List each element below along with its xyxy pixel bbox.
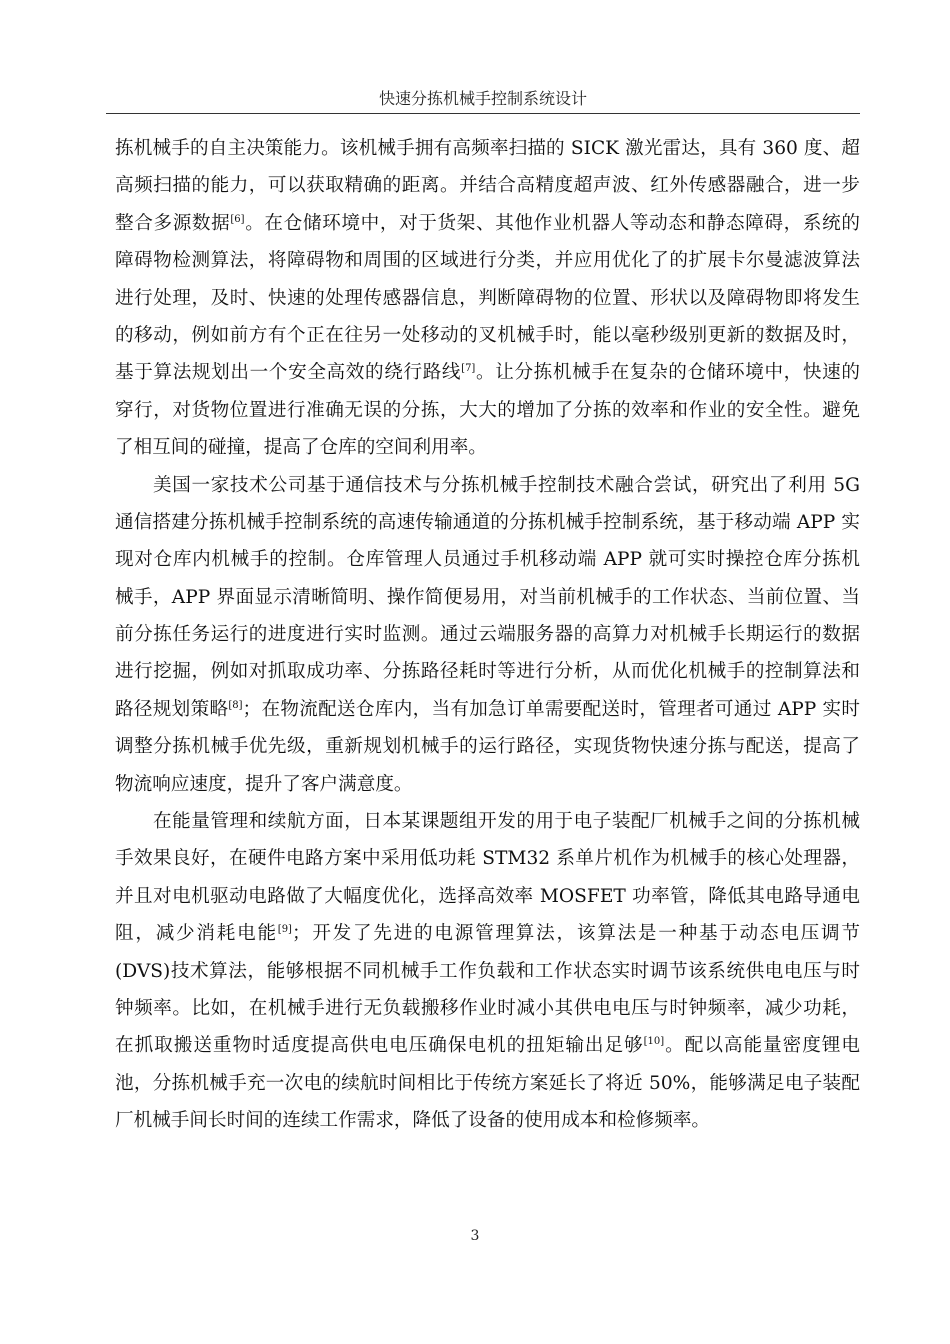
line-text: 池，分拣机械手充一次电的续航时间相比于传统方案延长了将近 50%，能够满足电子装配 [115,1072,860,1094]
line-text: 厂机械手间长时间的连续工作需求，降低了设备的使用成本和检修频率。 [115,1110,711,1132]
line-text: 通信搭建分拣机械手控制系统的高速传输通道的分拣机械手控制系统，基于移动端 APP 实 [115,511,860,533]
text-line [115,504,860,541]
text-line [115,392,860,429]
text-line [115,1102,860,1139]
line-text: 进行挖掘，例如对抓取成功率、分拣路径耗时等进行分析，从而优化机械手的控制算法和 [115,661,860,683]
line-text: 的移动，例如前方有个正在往另一处移动的叉机械手时，能以毫秒级别更新的数据及时， [115,324,860,346]
line-text: 了相互间的碰撞，提高了仓库的空间利用率。 [115,437,487,459]
text-line [115,579,860,616]
line-text: 并且对电机驱动电路做了大幅度优化，选择高效率 MOSFET 功率管，降低其电路导通电 [115,885,860,907]
line-text: 障碍物检测算法，将障碍物和周围的区域进行分类，并应用优化了的扩展卡尔曼滤波算法 [115,250,860,272]
citation-ref[interactable]: [8] [228,699,243,711]
line-text: 物流响应速度，提升了客户满意度。 [115,773,413,795]
text-line [115,1065,860,1102]
text-line [115,205,860,242]
line-text: 。在仓储环境中，对于货架、其他作业机器人等动态和静态障碍，系统的 [244,212,860,234]
line-text: 在抓取搬送重物时适度提高供电电压确保电机的扭矩输出足够 [115,1035,644,1057]
line-text: 调整分拣机械手优先级，重新规划机械手的运行路径，实现货物快速分拣与配送，提高了 [115,736,860,758]
line-text: 手效果良好，在硬件电路方案中采用低功耗 STM32 系单片机作为机械手的核心处理器， [115,848,860,870]
text-line [115,354,860,391]
line-text: 进行处理，及时、快速的处理传感器信息，判断障碍物的位置、形状以及障碍物即将发生 [115,287,860,309]
line-text: 拣机械手的自主决策能力。该机械手拥有高频率扫描的 SICK 激光雷达，具有 360 度、超 [115,138,860,159]
citation-ref[interactable]: [6] [230,213,245,225]
header-rule [106,113,860,114]
page-number: 3 [470,1228,480,1244]
paragraph [115,130,860,467]
text-line [115,130,860,167]
text-line [115,653,860,690]
line-text: 基于算法规划出一个安全高效的绕行路线 [115,362,462,384]
line-text: 在能量管理和续航方面，日本某课题组开发的用于电子装配厂机械手之间的分拣机械 [153,811,860,833]
text-line [115,616,860,653]
line-text: 阻，减少消耗电能 [115,923,278,945]
text-line [115,915,860,952]
text-line [115,728,860,765]
citation-ref[interactable]: [9] [277,924,292,936]
line-text: (DVS)技术算法，能够根据不同机械手工作负载和工作状态实时调节该系统供电电压与时 [115,960,860,982]
line-text: 路径规划策略 [115,698,229,720]
text-line [115,467,860,504]
text-line [115,167,860,204]
line-text: 穿行，对货物位置进行准确无误的分拣，大大的增加了分拣的效率和作业的安全性。避免 [115,399,860,421]
text-line [115,803,860,840]
paragraph [115,467,860,804]
text-line [115,280,860,317]
line-text: 高频扫描的能力，可以获取精确的距离。并结合高精度超声波、红外传感器融合，进一步 [115,175,860,197]
line-text: ；在物流配送仓库内，当有加急订单需要配送时，管理者可通过 APP 实时 [242,698,860,720]
text-line [115,429,860,466]
citation-ref[interactable]: [7] [461,363,476,375]
citation-ref[interactable]: [10] [643,1036,665,1048]
text-line [115,691,860,728]
line-text: 。让分拣机械手在复杂的仓储环境中，快速的 [475,362,860,384]
text-line [115,953,860,990]
text-line [115,1027,860,1064]
text-line [115,317,860,354]
line-text: 现对仓库内机械手的控制。仓库管理人员通过手机移动端 APP 就可实时操控仓库分拣机 [115,549,860,571]
text-line [115,990,860,1027]
line-text: 美国一家技术公司基于通信技术与分拣机械手控制技术融合尝试，研究出了利用 5G [153,474,860,496]
line-text: 钟频率。比如，在机械手进行无负载搬移作业时减小其供电电压与时钟频率，减少功耗， [115,997,860,1019]
text-line [115,766,860,803]
text-line [115,840,860,877]
line-text: 前分拣任务运行的进度进行实时监测。通过云端服务器的高算力对机械手长期运行的数据 [115,624,860,646]
text-line [115,878,860,915]
running-header: 快速分拣机械手控制系统设计 [378,89,587,108]
line-text: 械手，APP 界面显示清晰简明、操作简便易用，对当前机械手的工作状态、当前位置、当 [115,586,860,608]
text-line [115,541,860,578]
text-line [115,242,860,279]
paragraph [115,803,860,1140]
line-text: ；开发了先进的电源管理算法，该算法是一种基于动态电压调节 [291,923,860,945]
line-text: 整合多源数据 [115,212,231,234]
line-text: 。配以高能量密度锂电 [664,1035,860,1057]
body-text [115,130,860,1140]
